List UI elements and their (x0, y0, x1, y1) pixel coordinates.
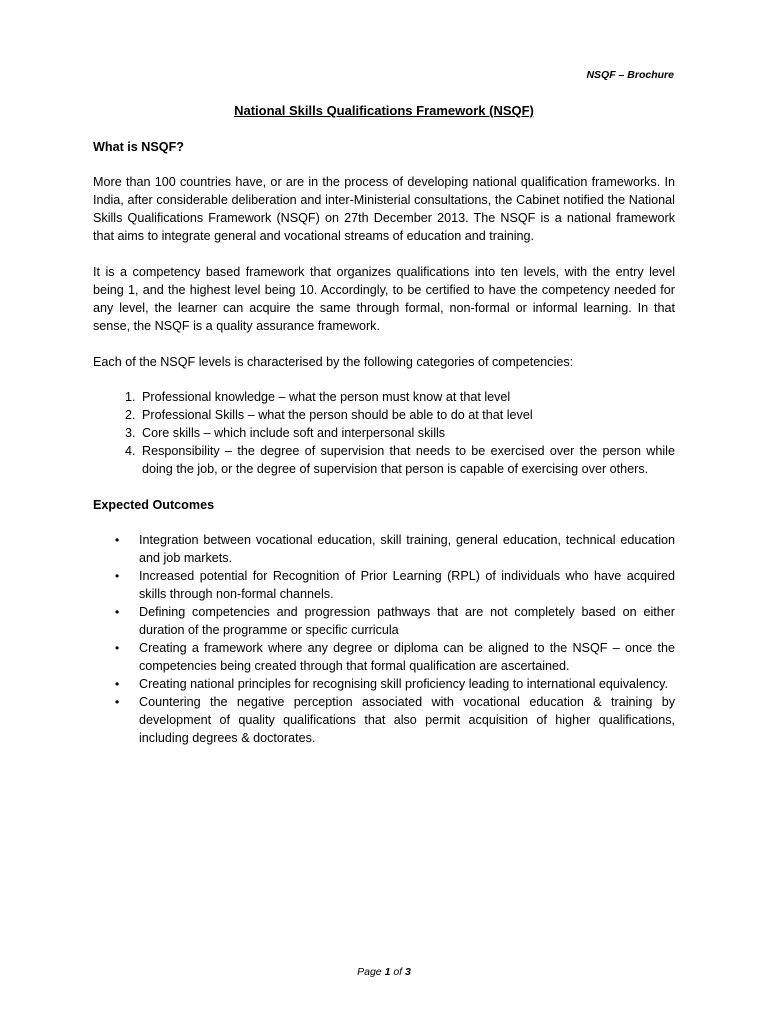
list-item-text: Countering the negative perception associated with vocational education & training by development of quality qualifications that also permit acquisition of higher qualifications, including degrees & doctorates. (139, 695, 675, 745)
bullet-icon: • (115, 605, 120, 619)
document-title: National Skills Qualifications Framework (NSQF) (234, 103, 534, 118)
bullet-icon: • (115, 533, 120, 547)
paragraph-framework: It is a competency based framework that organizes qualifications into ten levels, with the entry level being 1, and the highest level being 10. Accordingly, to be certified to have the competency needed for any level, the learner can acquire the same through formal, non-formal or informal learning. In that sense, the NSQF is a quality assurance framework. (93, 265, 675, 333)
section-heading-expected-outcomes: Expected Outcomes (93, 498, 215, 512)
list-item: 4. Responsibility – the degree of supervision that needs to be exercised over the person while doing the job, or the degree of supervision that person is capable of exercising over others. (139, 442, 675, 478)
bullet-icon: • (115, 677, 120, 691)
list-item-text: Creating national principles for recognising skill proficiency leading to international equivalency. (139, 677, 668, 691)
section-heading-what-is-nsqf: What is NSQF? (93, 140, 184, 154)
list-item: 3. Core skills – which include soft and interpersonal skills (139, 424, 675, 442)
list-item (115, 603, 675, 639)
list-item (115, 639, 675, 675)
competencies-list (93, 388, 675, 478)
bullet-icon: • (115, 641, 120, 655)
list-item: 1. Professional knowledge – what the person must know at that level (139, 388, 675, 406)
footer-of-word: of (393, 966, 403, 978)
list-item-text: Creating a framework where any degree or diploma can be aligned to the NSQF – once the competencies being created through that formal qualification are ascertained. (139, 641, 675, 673)
paragraph-intro: More than 100 countries have, or are in the process of developing national qualification frameworks. In India, after considerable deliberation and inter-Ministerial consultations, the Cabinet notified the National Skills Qualifications Framework (NSQF) on 27th December 2013. The NSQF is a national framework that aims to integrate general and vocational streams of education and training. (93, 175, 675, 243)
list-item-text: Increased potential for Recognition of Prior Learning (RPL) of individuals who have acquired skills through non-formal channels. (139, 569, 675, 601)
list-item (115, 675, 675, 693)
document-body (93, 138, 675, 747)
list-item (115, 531, 675, 567)
list-item (115, 693, 675, 747)
list-item (115, 567, 675, 603)
list-item-text: Defining competencies and progression pathways that are not completely based on either duration of the programme or specific curricula (139, 605, 675, 637)
paragraph-competencies-lead: Each of the NSQF levels is characterised by the following categories of competencies: (93, 355, 574, 369)
list-item: 2. Professional Skills – what the person should be able to do at that level (139, 406, 675, 424)
list-item-text: Integration between vocational education, skill training, general education, technical education and job markets. (139, 533, 675, 565)
running-header: NSQF – Brochure (586, 69, 674, 81)
bullet-icon: • (115, 695, 120, 709)
footer-page-word: Page (357, 966, 382, 978)
footer-total-pages: 3 (405, 966, 411, 978)
outcomes-list (93, 531, 675, 747)
bullet-icon: • (115, 569, 120, 583)
footer-current-page: 1 (384, 966, 391, 978)
page-footer (0, 966, 768, 978)
